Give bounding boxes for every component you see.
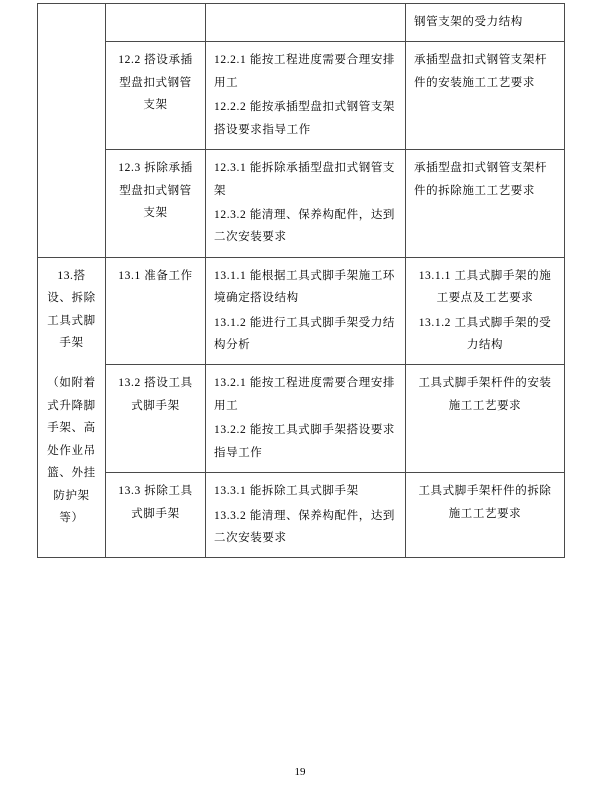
cell-knowledge-requirement: 工具式脚手架杆件的安装施工工艺要求 xyxy=(406,365,565,473)
cell-skill-requirement: 13.2.1 能按工程进度需要合理安排用工 13.2.2 能按工具式脚手架搭设要求指导工作 xyxy=(206,365,406,473)
table-row xyxy=(38,257,565,365)
cell-knowledge-requirement: 钢管支架的受力结构 xyxy=(406,4,565,42)
cell-skill-requirement xyxy=(206,4,406,42)
cell-task-name xyxy=(106,4,206,42)
cell-skill-requirement: 13.1.1 能根据工具式脚手架施工环境确定搭设结构 13.1.2 能进行工具式脚手架受力结构分析 xyxy=(206,257,406,365)
cell-task-name: 13.3 拆除工具式脚手架 xyxy=(106,473,206,558)
table-row xyxy=(38,4,565,42)
table-row xyxy=(38,150,565,258)
cell-task-name: 12.3 拆除承插型盘扣式钢管支架 xyxy=(106,150,206,258)
cell-task-name: 13.1 准备工作 xyxy=(106,257,206,365)
cell-module-name: 13.搭设、拆除工具式脚手架 （如附着式升降脚手架、高处作业吊篮、外挂防护架等） xyxy=(38,257,106,558)
cell-knowledge-requirement: 工具式脚手架杆件的拆除施工工艺要求 xyxy=(406,473,565,558)
cell-skill-requirement: 13.3.1 能拆除工具式脚手架 13.3.2 能清理、保养构配件，达到二次安装要求 xyxy=(206,473,406,558)
cell-task-name: 12.2 搭设承插型盘扣式钢管支架 xyxy=(106,42,206,150)
table-row xyxy=(38,365,565,473)
page-number: 19 xyxy=(294,766,306,778)
table-row xyxy=(38,42,565,150)
cell-skill-requirement: 12.2.1 能按工程进度需要合理安排用工 12.2.2 能按承插型盘扣式钢管支架搭设要求指导工作 xyxy=(206,42,406,150)
table-row xyxy=(38,473,565,558)
cell-knowledge-requirement: 承插型盘扣式钢管支架杆件的安装施工工艺要求 xyxy=(406,42,565,150)
cell-skill-requirement: 12.3.1 能拆除承插型盘扣式钢管支架 12.3.2 能清理、保养构配件，达到二次安装要求 xyxy=(206,150,406,258)
cell-module-name xyxy=(38,4,106,258)
competency-standard-table xyxy=(37,3,565,558)
cell-knowledge-requirement: 13.1.1 工具式脚手架的施工要点及工艺要求 13.1.2 工具式脚手架的受力结构 xyxy=(406,257,565,365)
cell-knowledge-requirement: 承插型盘扣式钢管支架杆件的拆除施工工艺要求 xyxy=(406,150,565,258)
cell-task-name: 13.2 搭设工具式脚手架 xyxy=(106,365,206,473)
